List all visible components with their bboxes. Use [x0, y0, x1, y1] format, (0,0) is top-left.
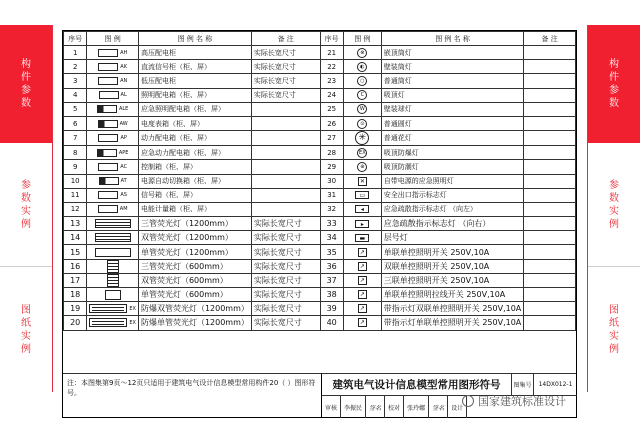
row-symbol: [87, 60, 139, 74]
atlas-label: 图集号: [512, 374, 534, 396]
row-symbol-right: [343, 74, 381, 88]
header-name: 图 例 名 称: [138, 32, 251, 46]
switch-symbol-icon: ↗: [359, 305, 365, 313]
row-name: 照明配电箱（柜、屏）: [138, 88, 251, 102]
row-name-right: 应急疏散指示标志灯 （向左）: [381, 202, 523, 216]
table-row: [64, 245, 576, 259]
header-name-right: 图 例 名 称: [381, 32, 523, 46]
table-row: [64, 102, 576, 116]
panel-tag: APE: [118, 149, 129, 156]
panel-symbol-icon: [97, 149, 117, 157]
row-symbol: [87, 46, 139, 60]
row-no-right: 36: [320, 259, 343, 273]
side-tabs-left: [0, 25, 52, 392]
row-remark-right: [524, 273, 576, 287]
row-symbol-right: [343, 231, 381, 245]
table-row: [64, 288, 576, 302]
row-no: 8: [64, 146, 87, 160]
row-symbol-right: [343, 273, 381, 287]
row-symbol: [87, 102, 139, 116]
row-symbol-right: [343, 88, 381, 102]
header-remark: 备 注: [251, 32, 320, 46]
switch-symbol-icon: ↗: [359, 276, 365, 284]
table-row: [64, 302, 576, 316]
row-remark-right: [524, 188, 576, 202]
lamp-tag: EX: [129, 319, 136, 326]
row-remark: [251, 174, 320, 188]
reviewer-signature: 签名: [366, 396, 385, 418]
row-name: 低压配电柜: [138, 74, 251, 88]
panel-symbol-icon: [99, 91, 119, 99]
row-remark-right: [524, 60, 576, 74]
row-symbol-right: [343, 160, 381, 174]
row-symbol-right: [343, 288, 381, 302]
watermark: [462, 393, 566, 409]
row-no-right: 33: [320, 217, 343, 231]
fluorescent-lamp-short-icon: [107, 260, 119, 273]
panel-tag: AK: [120, 63, 127, 70]
right-divider: [587, 25, 588, 392]
table-row: [64, 316, 576, 330]
row-no-right: 22: [320, 60, 343, 74]
table-row: [64, 46, 576, 60]
row-name: 三管荧光灯（1200mm）: [138, 217, 251, 231]
review-label: 审核: [322, 396, 341, 418]
row-name: 动力配电箱（柜、屏）: [138, 131, 251, 146]
checker-name: 张玲娜: [404, 396, 429, 418]
row-no: 3: [64, 74, 87, 88]
row-no: 12: [64, 202, 87, 216]
row-name-right: 普通圆灯: [381, 116, 523, 130]
row-remark-right: [524, 116, 576, 130]
row-symbol: [87, 302, 139, 316]
row-name-right: 双联单控照明开关 250V,10A: [381, 259, 523, 273]
row-symbol: [87, 231, 139, 245]
row-no-right: 23: [320, 74, 343, 88]
row-symbol-right: [343, 188, 381, 202]
design-label: 设计: [448, 396, 467, 418]
left-divider: [52, 25, 53, 392]
row-name-right: 单联单控照明拉线开关 250V,10A: [381, 288, 523, 302]
row-symbol: [87, 245, 139, 259]
chandelier-icon: ✳: [355, 131, 369, 145]
switch-symbol-icon: ↗: [359, 262, 365, 270]
side-tab-param-examples-right[interactable]: 参数实例: [588, 143, 640, 267]
row-no-right: 24: [320, 88, 343, 102]
side-tab-param-examples[interactable]: 参数实例: [0, 143, 52, 267]
panel-tag: ALE: [118, 106, 129, 113]
lamp-symbol-icon: ○: [357, 76, 367, 86]
row-no-right: 21: [320, 46, 343, 60]
footnote: 注：本图集第9页～12页只适用于建筑电气设计信息模型常用构件20（ ）图形符号。: [63, 373, 321, 417]
row-remark-right: [524, 288, 576, 302]
row-no: 5: [64, 102, 87, 116]
lamp-symbol-icon: ◐: [357, 62, 367, 72]
watermark-logo-icon: [462, 395, 474, 407]
row-symbol: [87, 259, 139, 273]
row-name-right: 普通花灯: [381, 131, 523, 146]
row-name: 应急动力配电箱（柜、屏）: [138, 146, 251, 160]
row-remark-right: [524, 231, 576, 245]
row-no-right: 26: [320, 116, 343, 130]
row-remark: 实际长宽尺寸: [251, 302, 320, 316]
drawing-title: 建筑电气设计信息模型常用图形符号: [322, 374, 512, 396]
row-name: 双管荧光灯（1200mm）: [138, 231, 251, 245]
switch-symbol-icon: ↗: [359, 319, 365, 327]
row-name-right: 三联单控照明开关 250V,10A: [381, 273, 523, 287]
row-remark-right: [524, 202, 576, 216]
row-no-right: 38: [320, 288, 343, 302]
row-name-right: 吸顶灯: [381, 88, 523, 102]
row-remark: [251, 131, 320, 146]
row-symbol-right: [343, 60, 381, 74]
row-symbol: [87, 174, 139, 188]
row-name-right: 带指示灯单联单控照明开关 250V,10A: [381, 316, 523, 330]
row-name: 电能计量箱（柜、屏）: [138, 202, 251, 216]
row-symbol-right: [343, 102, 381, 116]
row-name-right: 吸顶防潮灯: [381, 160, 523, 174]
row-remark: 实际长宽尺寸: [251, 46, 320, 60]
table-row: [64, 202, 576, 216]
checker-signature: 签名: [429, 396, 448, 418]
row-remark: 实际长宽尺寸: [251, 74, 320, 88]
table-row: [64, 217, 576, 231]
symbol-table: [63, 31, 576, 331]
row-remark: [251, 188, 320, 202]
row-name-right: 吸顶防爆灯: [381, 146, 523, 160]
row-symbol-right: [343, 259, 381, 273]
row-remark: 实际长宽尺寸: [251, 217, 320, 231]
row-remark-right: [524, 146, 576, 160]
row-name-right: 带指示灯双联单控照明开关 250V,10A: [381, 302, 523, 316]
row-name: 高压配电柜: [138, 46, 251, 60]
row-symbol-right: [343, 302, 381, 316]
header-no: 序号: [64, 32, 87, 46]
atlas-number: 14DX012-1: [534, 374, 577, 396]
row-no: 7: [64, 131, 87, 146]
row-name: 三管荧光灯（600mm）: [138, 259, 251, 273]
check-label: 校对: [385, 396, 404, 418]
row-remark-right: [524, 88, 576, 102]
row-name: 单管荧光灯（600mm）: [138, 288, 251, 302]
side-tab-drawing-examples-right[interactable]: 图纸实例: [588, 267, 640, 392]
panel-symbol-icon: [98, 63, 118, 71]
panel-tag: AC: [120, 163, 128, 170]
row-remark: 实际长宽尺寸: [251, 60, 320, 74]
row-symbol-right: [343, 245, 381, 259]
row-symbol: [87, 202, 139, 216]
panel-symbol-icon: [98, 120, 118, 128]
table-row: [64, 146, 576, 160]
row-no: 14: [64, 231, 87, 245]
table-row: [64, 259, 576, 273]
lamp-tag: EX: [129, 305, 136, 312]
row-symbol: [87, 188, 139, 202]
row-no: 13: [64, 217, 87, 231]
row-remark-right: [524, 46, 576, 60]
switch-symbol-icon: ↗: [359, 291, 365, 299]
table-row: [64, 88, 576, 102]
indicator-sign-icon: ▸: [355, 220, 369, 228]
indicator-sign-icon: ▭: [355, 191, 369, 199]
row-remark-right: [524, 259, 576, 273]
panel-tag: AH: [120, 49, 128, 56]
row-name-right: 安全出口指示标志灯: [381, 188, 523, 202]
lamp-symbol-icon: ⊗: [357, 48, 367, 58]
row-no: 4: [64, 88, 87, 102]
table-header: [64, 32, 576, 46]
row-symbol-right: [343, 174, 381, 188]
row-name-right: 自带电源的应急照明灯: [381, 174, 523, 188]
lamp-symbol-icon: ⊕: [357, 162, 367, 172]
reviewer-name: 李振民: [341, 396, 366, 418]
row-no-right: 34: [320, 231, 343, 245]
row-remark: [251, 160, 320, 174]
panel-tag: AL: [120, 92, 127, 99]
row-symbol: [87, 316, 139, 330]
table-row: [64, 116, 576, 130]
fluorescent-lamp-short-icon: [107, 274, 119, 287]
row-remark: [251, 116, 320, 130]
row-name: 信号箱（柜、屏）: [138, 188, 251, 202]
row-symbol-right: [343, 46, 381, 60]
explosion-proof-lamp-icon: [89, 318, 127, 327]
panel-symbol-icon: [98, 49, 118, 57]
table-row: [64, 231, 576, 245]
indicator-sign-icon: ▬: [355, 234, 369, 242]
row-remark: 实际长宽尺寸: [251, 231, 320, 245]
row-symbol: [87, 131, 139, 146]
row-no: 2: [64, 60, 87, 74]
row-symbol-right: [343, 217, 381, 231]
row-remark: [251, 146, 320, 160]
row-name: 防爆双管荧光灯（1200mm）: [138, 302, 251, 316]
row-symbol-right: [343, 316, 381, 330]
panel-tag: AS: [120, 192, 127, 199]
header-symbol: 图 例: [87, 32, 139, 46]
row-name-right: 壁装筒灯: [381, 60, 523, 74]
side-tabs-right: [588, 25, 640, 392]
table-row: [64, 60, 576, 74]
row-remark-right: [524, 245, 576, 259]
row-symbol-right: [343, 116, 381, 130]
watermark-text: 国家建筑标准设计: [478, 395, 566, 408]
row-name-right: 普通筒灯: [381, 74, 523, 88]
row-remark-right: [524, 217, 576, 231]
row-no-right: 27: [320, 131, 343, 146]
row-symbol-right: [343, 202, 381, 216]
panel-tag: AT: [120, 178, 127, 185]
table-row: [64, 273, 576, 287]
row-symbol: [87, 217, 139, 231]
panel-symbol-icon: [98, 134, 118, 142]
row-no-right: 32: [320, 202, 343, 216]
table-row: [64, 74, 576, 88]
row-no-right: 40: [320, 316, 343, 330]
panel-symbol-icon: [98, 191, 118, 199]
fluorescent-lamp-short-icon: [105, 290, 121, 300]
row-no: 6: [64, 116, 87, 130]
fluorescent-lamp-icon: [95, 233, 131, 242]
row-remark-right: [524, 316, 576, 330]
header-no-right: 序号: [320, 32, 343, 46]
row-name: 电源自动切换箱（柜、屏）: [138, 174, 251, 188]
emergency-light-icon: ✕: [359, 177, 365, 185]
row-symbol: [87, 88, 139, 102]
row-symbol: [87, 74, 139, 88]
row-symbol: [87, 116, 139, 130]
row-remark: 实际长宽尺寸: [251, 288, 320, 302]
row-no-right: 37: [320, 273, 343, 287]
lamp-symbol-icon: ⊙: [357, 119, 367, 129]
panel-symbol-icon: [98, 163, 118, 171]
row-symbol: [87, 146, 139, 160]
row-no: 18: [64, 288, 87, 302]
side-tab-component-params[interactable]: 构件参数: [0, 25, 52, 143]
side-tab-component-params-right[interactable]: 构件参数: [588, 25, 640, 143]
row-name-right: 单联单控照明开关 250V,10A: [381, 245, 523, 259]
side-tab-drawing-examples[interactable]: 图纸实例: [0, 267, 52, 392]
row-remark: [251, 202, 320, 216]
row-no-right: 25: [320, 102, 343, 116]
table-row: [64, 188, 576, 202]
row-remark: 实际长宽尺寸: [251, 316, 320, 330]
row-name: 电度表箱（柜、屏）: [138, 116, 251, 130]
row-remark: [251, 102, 320, 116]
drawing-sheet: [62, 30, 577, 418]
panel-symbol-icon: [99, 177, 119, 185]
row-name: 控制箱（柜、屏）: [138, 160, 251, 174]
row-no: 20: [64, 316, 87, 330]
table-row: [64, 174, 576, 188]
row-no-right: 30: [320, 174, 343, 188]
row-name-right: 嵌顶筒灯: [381, 46, 523, 60]
table-row: [64, 160, 576, 174]
row-no-right: 28: [320, 146, 343, 160]
row-no: 19: [64, 302, 87, 316]
panel-tag: AN: [120, 77, 128, 84]
row-remark-right: [524, 174, 576, 188]
row-name: 直流信号柜（柜、屏）: [138, 60, 251, 74]
explosion-proof-lamp-icon: [89, 304, 127, 313]
row-name-right: 层号灯: [381, 231, 523, 245]
row-name-right: 壁装球灯: [381, 102, 523, 116]
row-symbol: [87, 160, 139, 174]
row-no: 15: [64, 245, 87, 259]
row-name: 防爆单管荧光灯（1200mm）: [138, 316, 251, 330]
row-remark: 实际长宽尺寸: [251, 273, 320, 287]
row-symbol: [87, 288, 139, 302]
row-no: 10: [64, 174, 87, 188]
lamp-symbol-icon: W: [357, 104, 367, 114]
row-remark-right: [524, 74, 576, 88]
row-no: 17: [64, 273, 87, 287]
panel-tag: AW: [119, 120, 128, 127]
table-row: [64, 131, 576, 146]
fluorescent-lamp-icon: [95, 219, 131, 228]
panel-tag: AP: [120, 135, 127, 142]
row-symbol-right: [343, 131, 381, 146]
row-remark: 实际长宽尺寸: [251, 245, 320, 259]
row-no-right: 31: [320, 188, 343, 202]
panel-symbol-icon: [98, 205, 118, 213]
row-no: 1: [64, 46, 87, 60]
row-remark: 实际长宽尺寸: [251, 259, 320, 273]
fluorescent-lamp-icon: [95, 248, 131, 257]
row-remark-right: [524, 160, 576, 174]
row-remark-right: [524, 102, 576, 116]
row-no: 16: [64, 259, 87, 273]
row-remark: 实际长宽尺寸: [251, 88, 320, 102]
header-symbol-right: 图 例: [343, 32, 381, 46]
row-remark-right: [524, 131, 576, 146]
row-no-right: 29: [320, 160, 343, 174]
row-remark-right: [524, 302, 576, 316]
row-name: 应急照明配电箱（柜、屏）: [138, 102, 251, 116]
row-no: 9: [64, 160, 87, 174]
row-name-right: 应急疏散指示标志灯 （向右）: [381, 217, 523, 231]
panel-symbol-icon: [97, 105, 117, 113]
row-symbol-right: [343, 146, 381, 160]
row-name: 单管荧光灯（1200mm）: [138, 245, 251, 259]
row-name: 双管荧光灯（600mm）: [138, 273, 251, 287]
row-no-right: 39: [320, 302, 343, 316]
panel-tag: AM: [119, 206, 128, 213]
header-remark-right: 备 注: [524, 32, 576, 46]
indicator-sign-icon: ◂: [355, 205, 369, 213]
lamp-symbol-icon: C: [357, 90, 367, 100]
switch-symbol-icon: ↗: [359, 248, 365, 256]
lamp-symbol-icon: EX: [359, 149, 366, 156]
row-symbol: [87, 273, 139, 287]
panel-symbol-icon: [98, 77, 118, 85]
row-no: 11: [64, 188, 87, 202]
row-no-right: 35: [320, 245, 343, 259]
